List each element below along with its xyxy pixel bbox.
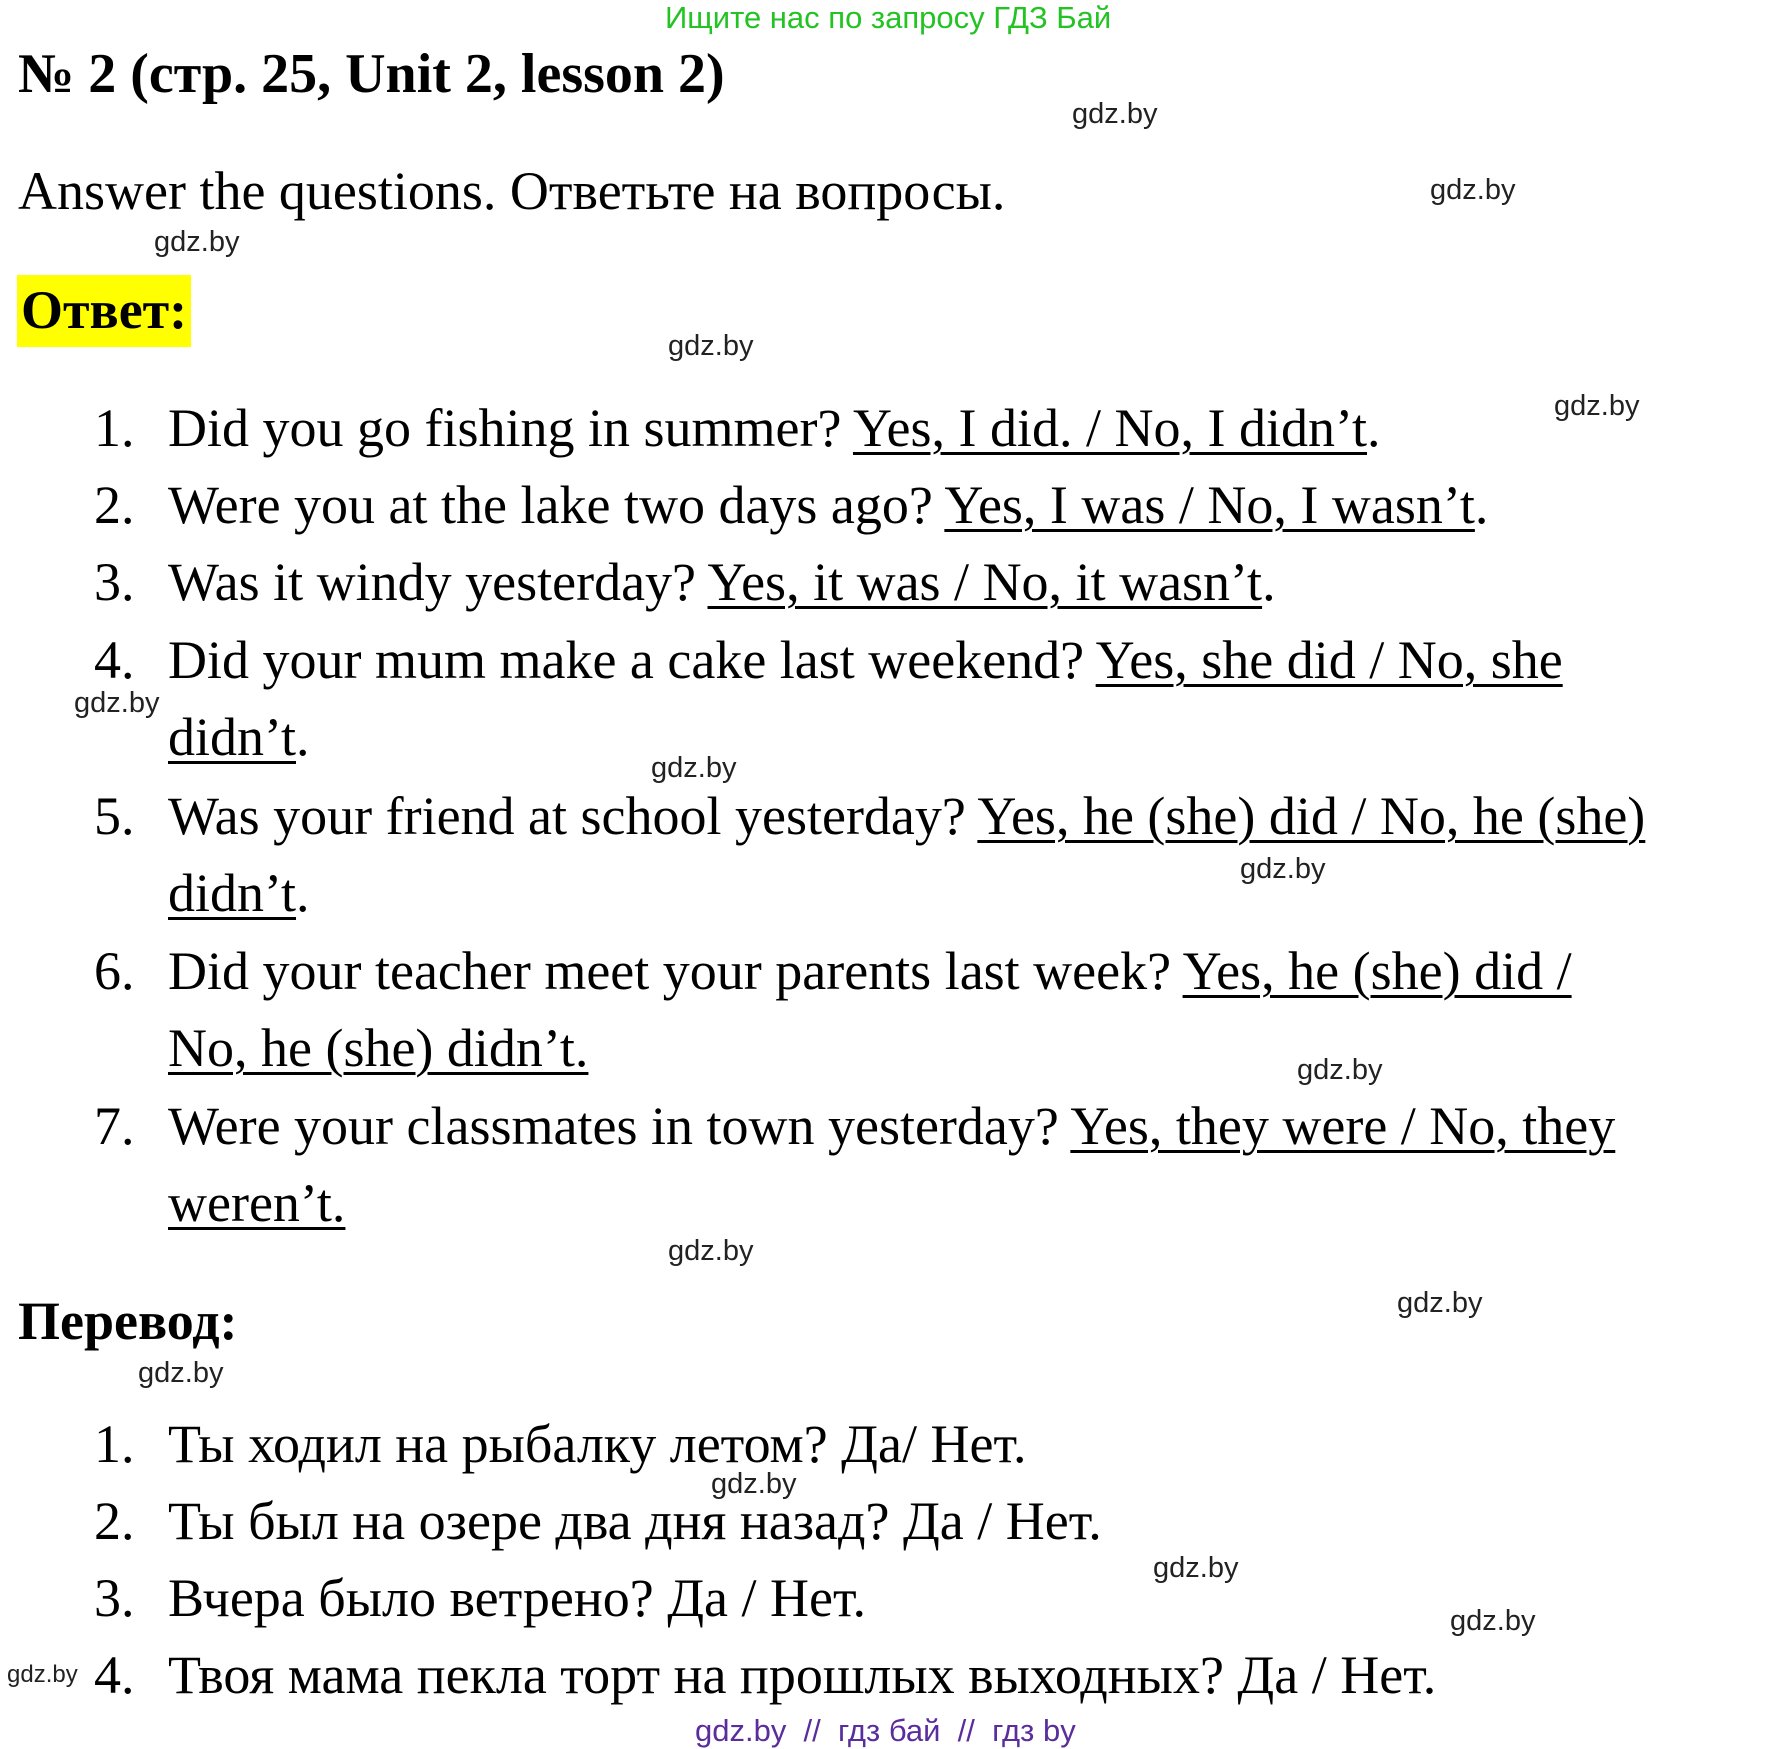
item-number: 5. — [94, 786, 135, 846]
translation-text: Ты ходил на рыбалку летом? Да/ Нет. — [168, 1414, 1027, 1474]
watermark: gdz.by — [1430, 174, 1516, 206]
footer-watermark: gdz.by // гдз бай // гдз by — [695, 1713, 1076, 1748]
punct: . — [1262, 552, 1276, 612]
exercise-title: № 2 (стр. 25, Unit 2, lesson 2) — [18, 43, 725, 105]
translation-label: Перевод: — [18, 1291, 238, 1351]
watermark: gdz.by — [1153, 1552, 1239, 1584]
watermark: gdz.by — [1554, 390, 1640, 422]
answer-text: Yes, he (she) did / — [1182, 941, 1572, 1001]
question-text: Was your friend at school yesterday? — [168, 786, 978, 846]
watermark: gdz.by — [1297, 1054, 1383, 1086]
translation-item — [0, 1414, 1787, 1474]
punct: . — [296, 707, 310, 767]
watermark: gdz.by — [651, 752, 737, 784]
question-text: Was it windy yesterday? — [168, 552, 708, 612]
punct: . — [296, 863, 310, 923]
translation-text: Твоя мама пекла торт на прошлых выходных? Да / Нет. — [168, 1645, 1437, 1705]
watermark: gdz.by — [138, 1357, 224, 1389]
item-number: 4. — [94, 630, 135, 690]
answer-text: Yes, I was / No, I wasn’t — [944, 475, 1475, 535]
watermark: gdz.by — [74, 687, 160, 719]
answer-text-cont: weren’t. — [168, 1173, 346, 1233]
watermark: gdz.by — [1397, 1287, 1483, 1319]
item-number: 3. — [94, 1568, 135, 1628]
watermark: gdz.by — [668, 330, 754, 362]
item-number: 2. — [94, 1491, 135, 1551]
watermark: gdz.by — [7, 1661, 78, 1688]
question-text: Did you go fishing in summer? — [168, 398, 853, 458]
question-text: Did your teacher meet your parents last week? — [168, 941, 1183, 1001]
answer-text-cont: No, he (she) didn’t. — [168, 1018, 589, 1078]
answer-text-cont: didn’t — [168, 863, 297, 923]
answer-text: Yes, he (she) did / No, he (she) — [977, 786, 1646, 846]
task-instruction: Answer the questions. Ответьте на вопросы. — [18, 161, 1006, 221]
item-number: 4. — [94, 1645, 135, 1705]
question-text: Were you at the lake two days ago? — [168, 475, 945, 535]
punct: . — [1367, 398, 1381, 458]
search-banner: Ищите нас по запросу ГДЗ Бай — [665, 0, 1112, 35]
answer-text: Yes, they were / No, they — [1070, 1096, 1616, 1156]
item-number: 1. — [94, 398, 135, 458]
answer-item — [0, 786, 1787, 926]
answer-item — [0, 941, 1787, 1081]
translation-item — [0, 1645, 1787, 1705]
item-number: 3. — [94, 552, 135, 612]
item-number: 6. — [94, 941, 135, 1001]
answer-item — [0, 1096, 1787, 1236]
answer-item — [0, 475, 1787, 535]
question-text: Were your classmates in town yesterday? — [168, 1096, 1071, 1156]
item-number: 7. — [94, 1096, 135, 1156]
translation-item — [0, 1491, 1787, 1551]
question-text: Did your mum make a cake last weekend? — [168, 630, 1096, 690]
answer-text-cont: didn’t — [168, 707, 297, 767]
item-number: 1. — [94, 1414, 135, 1474]
answer-text: Yes, she did / No, she — [1095, 630, 1563, 690]
watermark: gdz.by — [711, 1468, 797, 1500]
watermark: gdz.by — [1450, 1605, 1536, 1637]
answer-text: Yes, I did. / No, I didn’t — [852, 398, 1368, 458]
answer-item — [0, 630, 1787, 770]
answer-item — [0, 552, 1787, 612]
punct: . — [1474, 475, 1489, 535]
answer-label: Ответ: — [17, 275, 191, 347]
translation-text: Ты был на озере два дня назад? Да / Нет. — [168, 1491, 1102, 1551]
watermark: gdz.by — [1072, 98, 1158, 130]
item-number: 2. — [94, 475, 135, 535]
answer-item — [0, 398, 1787, 458]
watermark: gdz.by — [154, 226, 240, 258]
translation-text: Вчера было ветрено? Да / Нет. — [168, 1568, 867, 1628]
watermark: gdz.by — [668, 1235, 754, 1267]
answer-text: Yes, it was / No, it wasn’t — [707, 552, 1263, 612]
watermark: gdz.by — [1240, 853, 1326, 885]
